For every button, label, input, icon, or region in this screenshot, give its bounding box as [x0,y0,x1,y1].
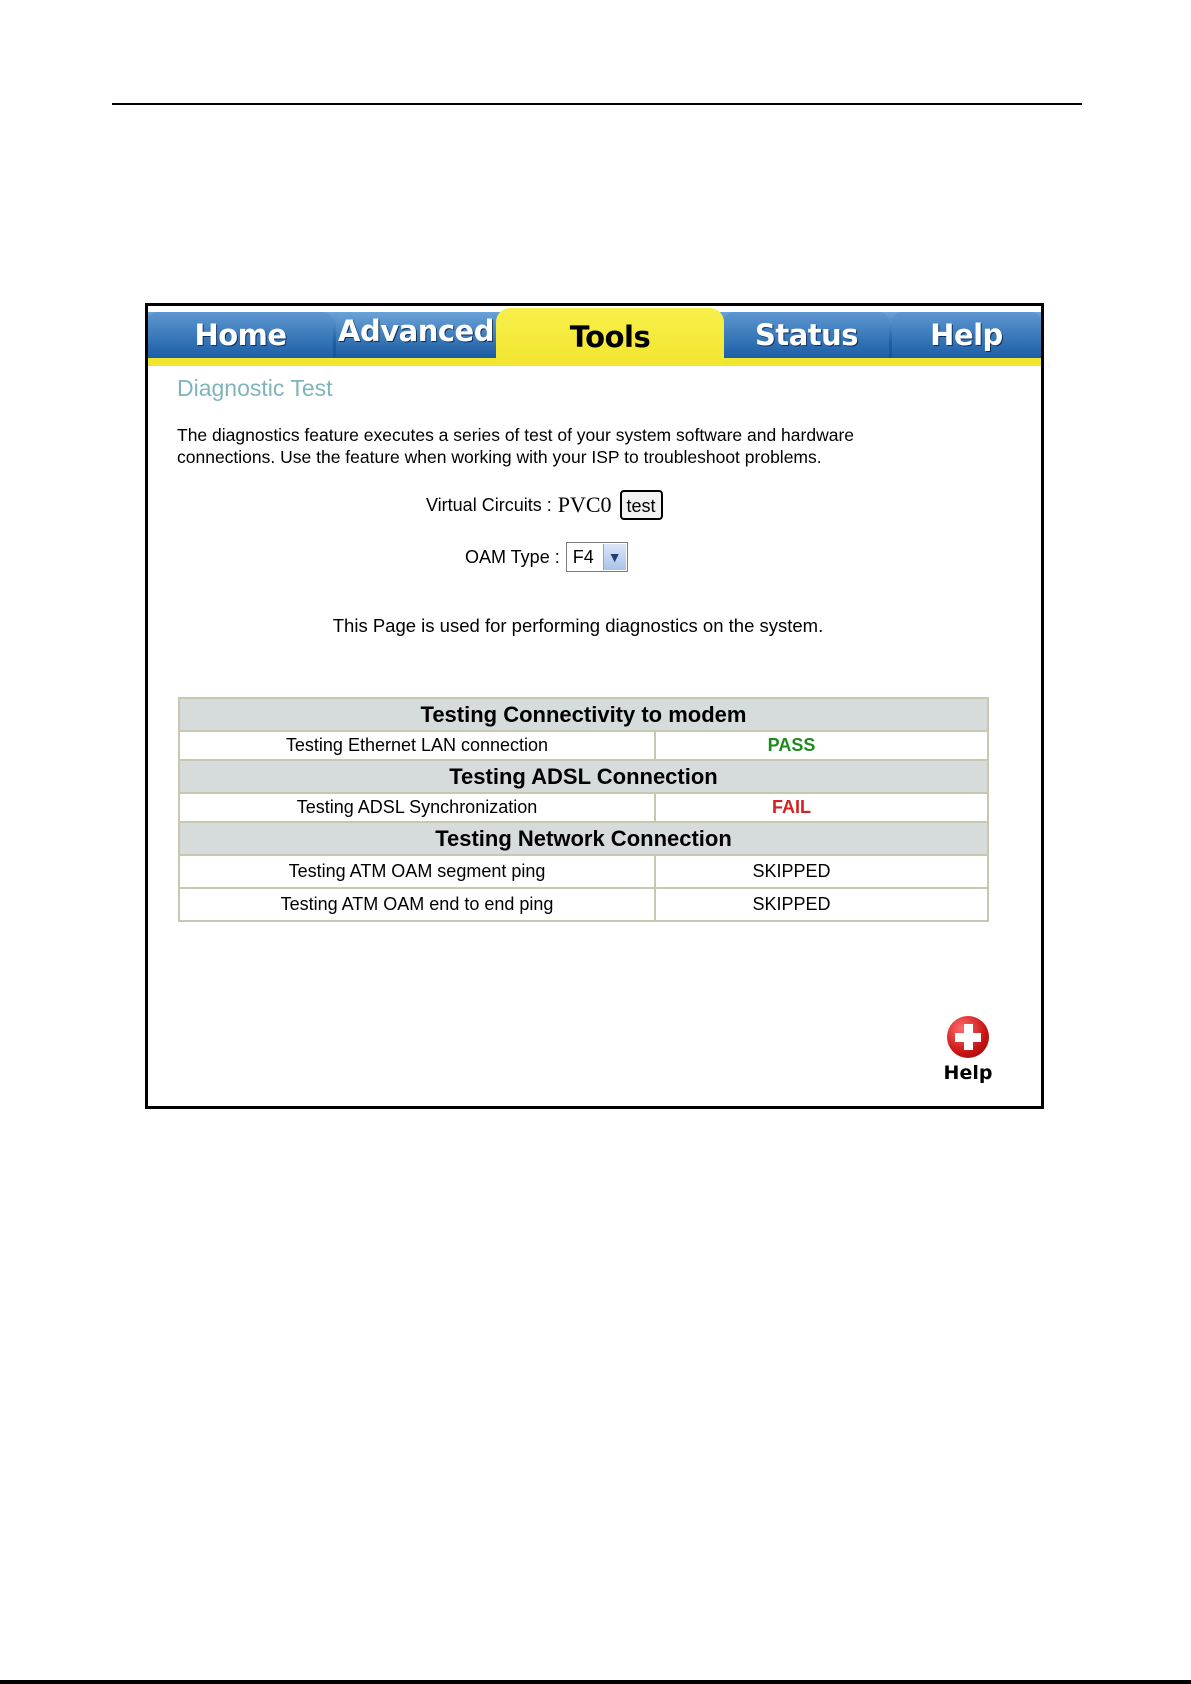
virtual-circuits-row [426,489,663,521]
table-row [179,888,988,921]
tab-status[interactable]: Status [724,312,889,358]
test-label: Testing ATM OAM segment ping [179,855,655,888]
page-title: Diagnostic Test [177,375,333,401]
tab-tools[interactable]: Tools [496,308,724,366]
chevron-down-icon[interactable]: ▼ [603,544,626,570]
info-line: This Page is used for performing diagnostics on the system. [332,615,824,636]
tab-bar [148,306,1041,366]
tab-advanced[interactable]: Advanced [336,312,496,358]
virtual-circuits-label: Virtual Circuits : [426,494,552,515]
test-result-skipped: SKIPPED [655,855,988,888]
test-label: Testing Ethernet LAN connection [179,731,655,760]
tab-help[interactable]: Help [892,312,1041,358]
table-row [179,731,988,760]
test-result-skipped: SKIPPED [655,888,988,921]
diagnostic-results-table [178,697,989,922]
test-label: Testing ATM OAM end to end ping [179,888,655,921]
section-title: Testing Connectivity to modem [179,698,988,731]
table-row [179,793,988,822]
help-button-label: Help [943,1062,993,1084]
section-header-row [179,698,988,731]
oam-type-label: OAM Type : [465,546,560,567]
test-button[interactable]: test [620,490,663,520]
test-result-fail: FAIL [655,793,988,822]
test-label: Testing ADSL Synchronization [179,793,655,822]
section-header-row [179,822,988,855]
section-header-row [179,760,988,793]
router-ui-window [145,303,1044,1109]
tab-home[interactable]: Home [148,312,333,358]
oam-type-select[interactable] [566,542,628,572]
oam-type-selected-value: F4 [572,546,594,567]
bottom-rule [0,1680,1191,1684]
section-title: Testing ADSL Connection [179,760,988,793]
help-button[interactable] [938,1016,998,1096]
page-description: The diagnostics feature executes a series of test of your system software and hardware connections. Use the feature when working with your ISP to troubleshoot problems. [177,425,855,467]
section-title: Testing Network Connection [179,822,988,855]
virtual-circuits-value: PVC0 [557,492,612,517]
table-row [179,855,988,888]
test-result-pass: PASS [655,731,988,760]
oam-type-row [465,541,628,573]
top-rule [112,103,1082,105]
plus-circle-icon[interactable] [947,1016,989,1058]
